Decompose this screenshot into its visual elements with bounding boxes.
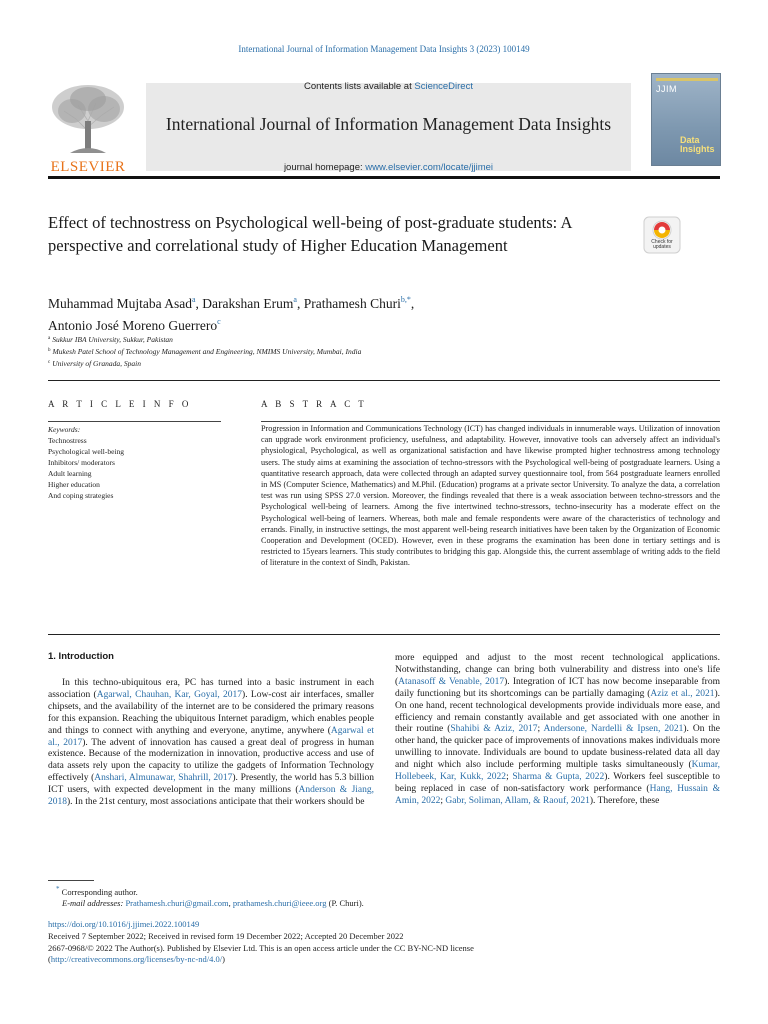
elsevier-tree-logo[interactable]: [48, 81, 128, 173]
affiliation-text: University of Granada, Spain: [52, 359, 141, 368]
affiliation-key: a: [48, 336, 51, 341]
author-name[interactable]: Muhammad Mujtaba Asad: [48, 296, 192, 311]
keyword-item: Psychological well-being: [48, 447, 125, 456]
keyword-item: And coping strategies: [48, 491, 114, 500]
journal-cover-thumbnail[interactable]: [651, 73, 721, 166]
affiliation-item: [48, 345, 648, 357]
license-paren-open: (: [48, 954, 51, 965]
homepage-prefix: journal homepage:: [283, 162, 366, 173]
footnote-corresponding-text: Corresponding author.: [61, 886, 138, 897]
license-paren-close: ): [222, 954, 225, 965]
elsevier-wordmark: ELSEVIER: [50, 159, 126, 175]
author-name[interactable]: Darakshan Erum: [202, 296, 294, 311]
citation-link[interactable]: Sharma & Gupta, 2022: [512, 772, 605, 783]
author-name[interactable]: Prathamesh Churi: [303, 296, 401, 311]
citation-link[interactable]: Atanasoff & Venable, 2017: [398, 676, 505, 687]
footnote-corresponding: [48, 884, 720, 898]
body-text: ). On the other hand, the quicker pace of improvements of innovations makes individuals more unwilling to innovate. Individuals are bound to update business-related data all day and night which also include performing multiple tasks simultaneously (: [395, 724, 721, 771]
license-link[interactable]: http://creativecommons.org/licenses/by-nc-nd/4.0/: [50, 954, 223, 965]
author-affil-mark[interactable]: a: [293, 295, 297, 304]
journal-masthead: [48, 73, 720, 173]
footnote-emails: [48, 898, 720, 909]
received-dates: Received 7 September 2022; Received in revised form 19 December 2022; Accepted 20 December 2022: [48, 930, 404, 941]
email-link[interactable]: Prathamesh.churi@gmail.com: [125, 897, 229, 908]
citation-link[interactable]: Anshari, Almunawar, Shahrill, 2017: [94, 773, 233, 784]
email-separator: ,: [228, 897, 233, 908]
contents-prefix: Contents lists available at: [304, 81, 415, 92]
body-text: ;: [506, 772, 513, 783]
body-text: ). Integration of ICT has now become inseparable from daily functioning but its shortcomings can be partially damaging (: [395, 676, 720, 699]
body-text: ). Low-cost air interfaces, smaller chipsets, and the availability of the internet are to be considered the primary reasons for this expansion. Reaching the ubiquitous Internet paradigm, which enables people and things to connect with anything and everyone, anytime, anywhere (: [48, 689, 374, 736]
introduction-heading: 1. Introduction: [48, 651, 114, 662]
keyword-item: Technostress: [48, 436, 87, 445]
article-title: Effect of technostress on Psychological well-being of post-graduate students: A perspective and correlational study of Higher Education Management: [48, 213, 572, 255]
sciencedirect-link[interactable]: ScienceDirect: [414, 81, 473, 92]
author-name[interactable]: Antonio José Moreno Guerrero: [48, 318, 218, 333]
body-text: In this techno-ubiquitous era, PC has turned into a basic instrument in each association (: [48, 678, 374, 700]
citation-link[interactable]: Gabr, Soliman, Allam, & Raouf, 2021: [445, 795, 590, 806]
keyword-item: Higher education: [48, 480, 100, 489]
publication-info: [48, 919, 720, 966]
journal-title: International Journal of Information Management Data Insights: [165, 114, 612, 134]
affiliation-key: b: [48, 348, 51, 353]
footnote-rule: [48, 880, 94, 881]
keyword-item: Inhibitors/ moderators: [48, 458, 115, 467]
license-url-line: [48, 954, 720, 966]
email-label: E-mail addresses:: [62, 897, 124, 908]
cover-title-line-2: Insights: [680, 144, 715, 154]
author-affil-mark[interactable]: c: [217, 317, 221, 326]
abstract-rule: [261, 421, 720, 422]
body-text: ). In the 21st century, most associations anticipate that their workers should be: [67, 797, 365, 808]
affiliation-text: Mukesh Patel School of Technology Management and Engineering, NMIMS University, Mumbai, India: [52, 347, 362, 356]
cover-title: [680, 136, 715, 154]
journal-title-box: [146, 83, 631, 171]
affiliation-item: [48, 357, 648, 369]
body-text: ). Therefore, these: [589, 795, 660, 806]
corresponding-author-footnote: [48, 884, 720, 909]
cover-title-line-1: Data: [680, 135, 700, 145]
abstract-text: Progression in Information and Communications Technology (ICT) has changed individuals in innumerable ways. Utilization of innovation can upgrade work environment proficiency, usefulness, and adaptability. However, innovative tools can adversely affect an individual's physiological, Psychological, as well as organizational satisfaction and have likewise prompted higher technostress among technology users. The study aims at examining the association of techno-stressors with the Psychological well-being of postgraduate learners. Using a quantitative research approach, data were collected through an adapted survey questionnaire tool, from 564 postgraduate learners enrolled in MS (Computer Science, Mathematics) and M.Phil. (Education) programs at a private sector University. To analyze the data, a correlation test was run using SPSS 27.0 version. Moreover, the findings revealed that there is a weak association between techno-stressors and the Psychological well-being of learners. Among the five intertwined techno-stressors, techno-insecurity has a moderate effect on the Psychological well-being of learners. Whereas, both male and female respondents were aware of the characteristics of technology and errands. Finally, in instructive settings, the most apparent well-being research initiatives have been taken by the Organization of Economic Cooperation and Development (OCED). However, even in these programs the examination has been done in tertiary settings and is restricted to 15years learners. This study contributes to bridging this gap. Alongside this, the current assemblage of writing adds to the field of literature in the context of Sindh, Pakistan.: [261, 424, 720, 568]
citation-link[interactable]: Hang, Hussain & Amin, 2022: [395, 783, 721, 806]
author-separator: ,: [410, 296, 415, 311]
citation-link[interactable]: Aziz et al., 2021: [650, 688, 715, 699]
citation-link[interactable]: Kumar, Hollebeek, Kar, Kukk, 2022: [395, 760, 720, 783]
affiliation-key: c: [48, 360, 51, 365]
article-info-rule: [48, 421, 221, 422]
footnote-star[interactable]: *: [56, 885, 60, 893]
body-text: ). Presently, the world has 5.3 billion ICT users, with expected development in the many millions (: [48, 773, 374, 796]
author-separator: ,: [195, 296, 203, 311]
citation-link[interactable]: Anderson & Jiang, 2018: [48, 785, 374, 808]
body-text: more equipped and adjust to the most recent technological applications. Notwithstanding, change can bring both vulnerability and distress into one's life (: [395, 653, 720, 687]
journal-homepage-line: [146, 162, 631, 173]
cover-abbrev: JJIM: [656, 84, 677, 94]
email-link[interactable]: prathamesh.churi@ieee.org: [232, 897, 327, 908]
body-rule: [48, 634, 720, 635]
author-list: [48, 291, 648, 335]
section-rule: [48, 380, 720, 381]
running-head[interactable]: International Journal of Information Management Data Insights 3 (2023) 100149: [238, 44, 530, 54]
affiliation-text: Sukkur IBA University, Sukkur, Pakistan: [52, 335, 173, 344]
contents-available-line: [146, 81, 631, 92]
body-text: ). Workers feel susceptible to being replaced in case of non-satisfactory work performance (: [395, 772, 720, 794]
keyword-item: Adult learning: [48, 469, 92, 478]
affiliation-list: [48, 333, 648, 369]
doi-link[interactable]: https://doi.org/10.1016/j.jjimei.2022.100149: [48, 919, 200, 929]
cover-strip: [656, 78, 718, 81]
check-updates-label: Check for updates: [651, 239, 673, 250]
citation-link[interactable]: Agarwal, Chauhan, Kar, Goyal, 2017: [96, 689, 243, 700]
keywords-label: Keywords:: [48, 425, 81, 434]
body-column-right: [395, 653, 720, 808]
keywords-block: [48, 424, 228, 501]
journal-homepage-link[interactable]: www.elsevier.com/locate/jjimei: [365, 162, 494, 173]
author-separator: ,: [296, 296, 304, 311]
body-text: ). The advent of innovation has caused a great deal of progress in human existence. Because of the modernization in innovation, productive access and use of data assets rely upon the capacity to utilize the gadgets of Information Technology effectively (: [48, 737, 375, 784]
email-suffix: (P. Churi).: [326, 897, 364, 908]
author-affil-mark[interactable]: b,*: [400, 295, 411, 304]
body-column-left: [48, 678, 374, 809]
affiliation-item: [48, 333, 648, 345]
citation-link[interactable]: Andersone, Nardelli & Ipsen, 2021: [543, 724, 684, 735]
article-info-heading: A R T I C L E I N F O: [48, 399, 192, 409]
header-rule: [48, 176, 720, 179]
abstract-heading: A B S T R A C T: [261, 399, 367, 409]
citation-link[interactable]: Shahibi & Aziz, 2017: [450, 724, 538, 735]
license-statement: 2667-0968/© 2022 The Author(s). Published by Elsevier Ltd. This is an open access article under the CC BY-NC-ND license: [48, 942, 474, 953]
author-affil-mark[interactable]: a: [191, 295, 196, 304]
body-text: ;: [537, 724, 544, 735]
body-text: ;: [440, 795, 446, 806]
body-text: ). On one hand, recent technological developments provide individuals more ease, and efficiency and remain constantly available and get associated with one another in their routine (: [395, 688, 720, 735]
citation-link[interactable]: Agarwal et al., 2017: [48, 725, 374, 748]
